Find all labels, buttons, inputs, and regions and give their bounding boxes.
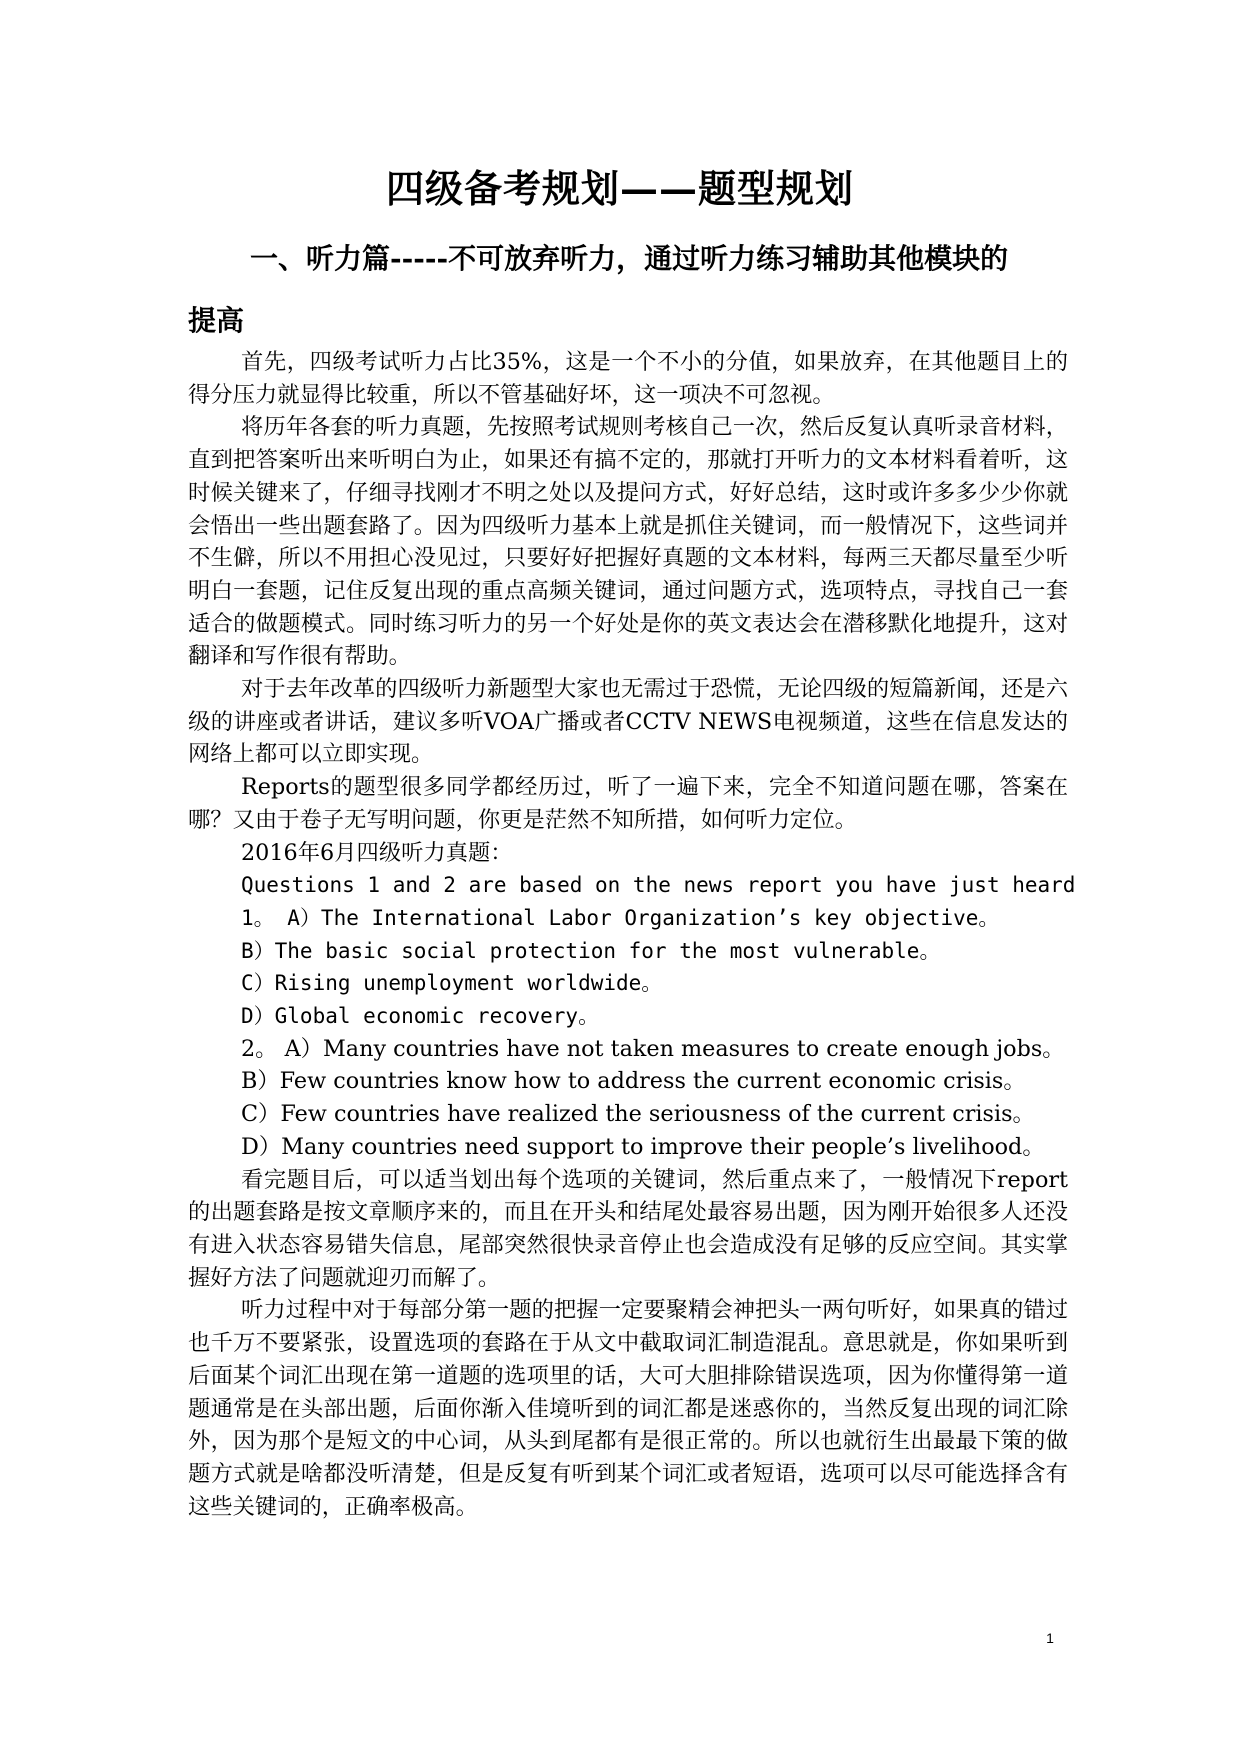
document-title: 四级备考规划——题型规划: [385, 166, 854, 211]
question-2-option-a: 2。 A）Many countries have not taken measures to create enough jobs。: [241, 1035, 1065, 1062]
page-number: 1: [1046, 1630, 1054, 1646]
paragraph-new-question-types: 对于去年改革的四级听力新题型大家也无需过于恐慌，无论四级的短篇新闻，还是六级的讲座或者讲话，建议多听VOA广播或者CCTV NEWS电视频道，这些在信息发达的网络上都可以立即实现。: [188, 676, 1068, 768]
question-1-option-d: D）Global economic recovery。: [241, 1004, 600, 1029]
question-1-option-a: 1。 A）The International Labor Organization’s key objective。: [241, 905, 1000, 930]
question-2-option-c: C）Few countries have realized the seriousness of the current crisis。: [241, 1101, 1035, 1128]
section-heading-line-2: 提高: [188, 304, 245, 337]
paragraph-keyword-strategy: 看完题目后，可以适当划出每个选项的关键词，然后重点来了，一般情况下report的出题套路是按文章顺序来的，而且在开头和结尾处最容易出题，因为刚开始很多人还没有进入状态容易错失信息，尾部突然很快录音停止也会造成没有足够的反应空间。其实掌握好方法了问题就迎刃而解了。: [188, 1166, 1068, 1291]
paragraph-practice-method: 将历年各套的听力真题，先按照考试规则考核自己一次，然后反复认真听录音材料，直到把答案听出来听明白为止，如果还有搞不定的，那就打开听力的文本材料看着听，这时候关键来了，仔细寻找刚才不明之处以及提问方式，好好总结，这时或许多多少少你就会悟出一些出题套路了。因为四级听力基本上就是抓住关键词，而一般情况下，这些词并不生僻，所以不用担心没见过，只要好好把握好真题的文本材料，每两三天都尽量至少听明白一套题，记住反复出现的重点高频关键词，通过问题方式，选项特点，寻找自己一套适合的做题模式。同时练习听力的另一个好处是你的英文表达会在潜移默化地提升，这对翻译和写作很有帮助。: [188, 414, 1068, 670]
question-2-option-d: D）Many countries need support to improve their people’s livelihood。: [241, 1133, 1045, 1160]
document-body: [188, 346, 1076, 1523]
paragraph-exam-label: 2016年6月四级听力真题：: [241, 839, 513, 866]
section-heading: [188, 228, 1068, 352]
question-intro-line: Questions 1 and 2 are based on the news report you have just heard: [241, 873, 1076, 898]
question-list: [188, 869, 1076, 1163]
paragraph-first-question-tips: 听力过程中对于每部分第一题的把握一定要聚精会神把头一两句听好，如果真的错过也千万不要紧张，设置选项的套路在于从文中截取词汇制造混乱。意思就是，你如果听到后面某个词汇出现在第一道题的选项里的话，大可大胆排除错误选项，因为你懂得第一道题通常是在头部出题，后面你渐入佳境听到的词汇都是迷惑你的，当然反复出现的词汇除外，因为那个是短文的中心词，从头到尾都有是很正常的。所以也就衍生出最最下策的做题方式就是啥都没听清楚，但是反复有听到某个词汇或者短语，选项可以尽可能选择含有这些关键词的，正确率极高。: [188, 1297, 1068, 1520]
paragraph-intro: 首先，四级考试听力占比35%，这是一个不小的分值，如果放弃，在其他题目上的得分压力就显得比较重，所以不管基础好坏，这一项决不可忽视。: [188, 349, 1068, 408]
question-2-option-b: B）Few countries know how to address the current economic crisis。: [241, 1068, 1026, 1095]
section-heading-line-1: 一、听力篇-----不可放弃听力，通过听力练习辅助其他模块的: [250, 242, 1009, 275]
question-1-option-c: C）Rising unemployment worldwide。: [241, 971, 663, 996]
paragraph-reports: Reports的题型很多同学都经历过，听了一遍下来，完全不知道问题在哪，答案在哪？又由于卷子无写明问题，你更是茫然不知所措，如何听力定位。: [188, 774, 1068, 833]
question-1-option-b: B）The basic social protection for the most vulnerable。: [241, 938, 941, 963]
